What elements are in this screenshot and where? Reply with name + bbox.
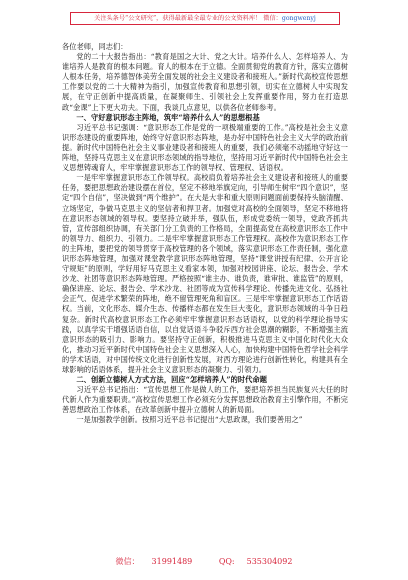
promo-banner <box>70 12 340 25</box>
promo-banner-text: 关注头条号“公文研究”，获得最新最全最专业的公文资料库！ 微信： <box>94 15 282 22</box>
section-heading: 二、创新立德树人方式方法，回应“怎样培养人”的时代命题 <box>76 375 268 385</box>
paragraph: 习近平总书记指出：“宣传思想工作是做人的工作，要把培养担当民族复兴大任的时代新人作为重要职责。”高校宣传思想工作必须充分发挥思想政治教育主引擎作用，不断完善思想政治工作体系，在改革创新中提升立德树人的新局面。 <box>62 385 348 415</box>
contact-footer <box>0 556 408 567</box>
paragraph: 一是牢牢掌握意识形态工作领导权。高校肩负着培养社会主义建设者和接班人的重要任务，要把思想政治建设摆在首位，坚定不移地举旗定向，引导师生树牢“四个意识”，坚定“四个自信”，坚决做到“两个维护”。在大是大非和重大原则问题面前要保持头脑清醒、立场坚定，争做马克思主义的坚信者和捍卫者。加强党对高校的全面领导，坚定不移地将在意识形态领域的领导权。要坚持立破并举，强队伍，形成党委统一领导，党政齐抓共管，宣传部组织协调，有关部门分工负责的工作格局，全面提高党在高校意识形态工作中的领导力、组织力、引领力。二是牢牢掌握意识形态工作管理权。高校作为意识形态工作的主阵地，要把党的领导贯穿于高校管理的各个领域，落实意识形态工作责任制，强化意识形态阵地管理，加强对课堂教学意识形态阵地管理，坚持“课堂讲授有纪律、公开言论守规矩”的原则，学好用好马克思主义看家本领，加强对校园讲座、论坛、报告会、学术沙龙、社团等意识形态阵地管理。严格按照“谁主办、谁负责，谁审批、谁监管”的原则，确保讲座、论坛、报告会、学术沙龙、社团等成为宣传科学理论、传播先进文化、弘扬社会正气、促进学术繁荣的阵地，绝不留管理死角和盲区。三是牢牢掌握意识形态工作话语权。当前，文化形态、媒介生态、传播样态都在发生巨大变化，意识形态领域的斗争日趋复杂。新时代高校意识形态工作必须牢牢掌握意识形态话语权，以党的科学理论指导实践，以真学实干增强话语自信，以自觉话语斗争驳斥西方社会思潮的糊影，不断增强主流意识形态的吸引力、影响力。要坚持守正创新，积极推进马克思主义中国化时代化大众化，推动习近平新时代中国特色社会主义思想深入人心，加快构建中国特色哲学社会科学的学术话语，对中国传统文化进行创新性发展，对西方理论进行创新性转化，构建具有全球影响的话语体系，提升社会主义意识形态的凝聚力、引领力。 <box>62 173 348 374</box>
document-body <box>62 42 348 426</box>
promo-banner-wechat: gongwenyj <box>281 15 316 22</box>
paragraph: 习近平总书记强调：“意识形态工作是党的一项极端重要的工作。”高校是社会主义意识形态建设的重要阵地，始终守好意识形态阵地，是办好中国特色社会主义大学的政治前提。新时代中国特色社会主义事业建设者和接班人的重要，我们必须毫不动摇地守好这一阵地，坚持马克思主义在意识形态领域的指导地位，坚持用习近平新时代中国特色社会主义思想铸魂育人，牢牢掌握意识形态工作的领导权、管理权、话语权。 <box>62 122 348 173</box>
paragraph: 一是加强教学创新。按照习近平总书记提出“大思政课，我们要善用之” <box>76 415 303 425</box>
footer-qq: QQ: 535304092 <box>218 557 293 566</box>
footer-wechat: 微信： 31991489 <box>115 557 193 566</box>
section-heading: 一、守好意识形态主阵地，筑牢“培养什么人”的思想根基 <box>76 112 260 122</box>
salutation: 各位老师，同志们： <box>62 42 128 51</box>
paragraph: 党的二十大报告指出：“教育是国之大计、党之大计。培养什么人、怎样培养人、为谁培养人是教育的根本问题。育人的根本在于立德。全面贯彻党的教育方针，落实立德树人根本任务，培养德智体美劳全面发展的社会主义建设者和接班人。”新时代高校宣传思想工作要以党的二十大精神为指引，加强宣传教育和思想引领，切实在立德树人中实现发展，在守正创新中提高质量，在凝聚师生、引领社会上发挥重要作用，努力在打造思政“金课”上下更大功夫。下面，我谈几点意见，以供各位老师参考。 <box>62 52 348 112</box>
